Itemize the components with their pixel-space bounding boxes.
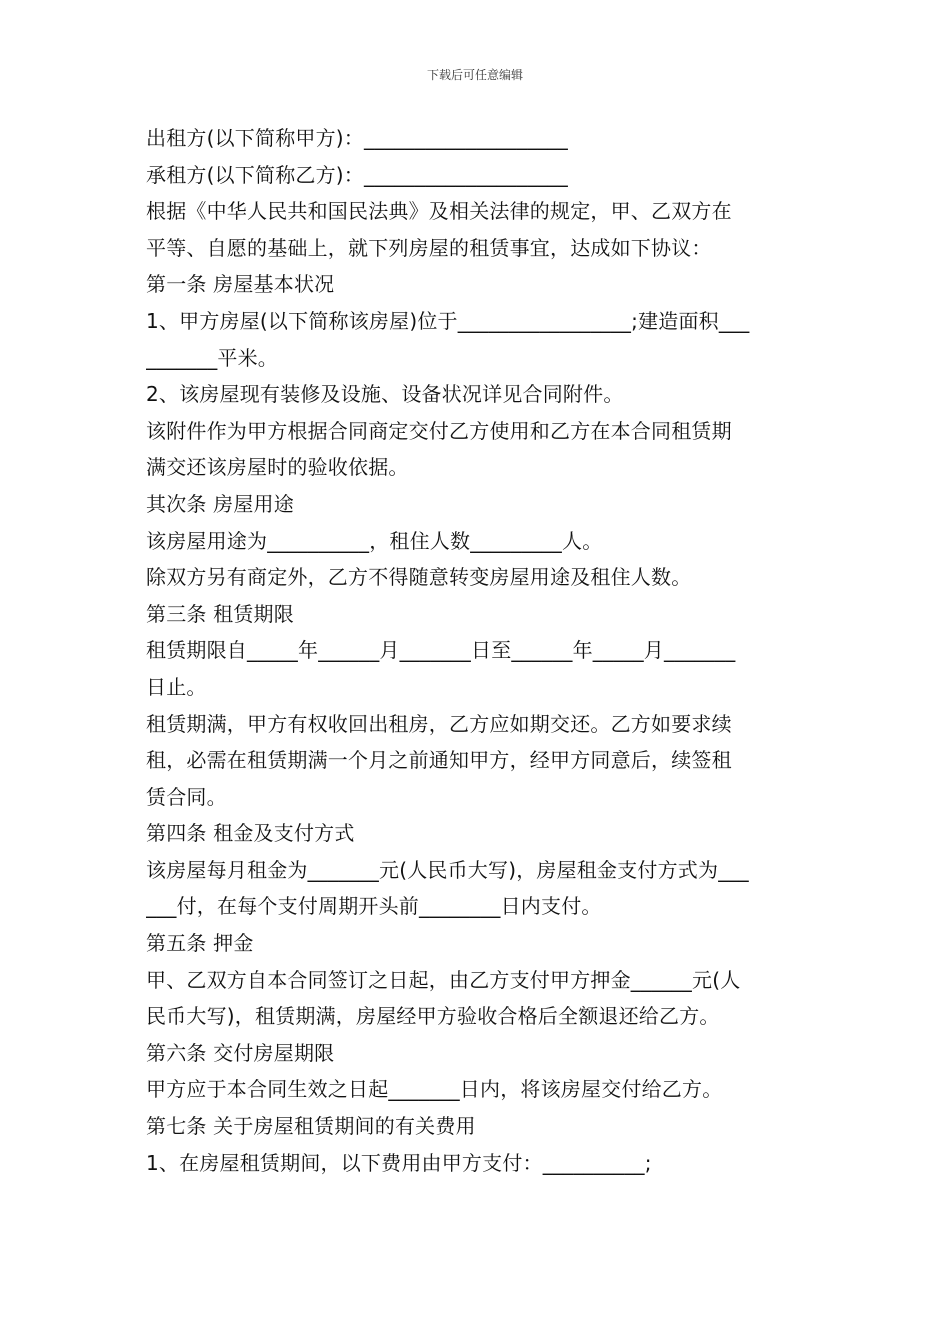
paragraph-line: 甲方应于本合同生效之日起_______日内，将该房屋交付给乙方。	[146, 1077, 723, 1102]
section-heading: 其次条 房屋用途	[146, 491, 294, 516]
paragraph-line: ___付，在每个支付周期开头前________日内支付。	[146, 894, 602, 919]
section-heading: 第五条 押金	[146, 931, 254, 956]
paragraph-line: 除双方另有商定外，乙方不得随意转变房屋用途及租住人数。	[146, 565, 692, 590]
paragraph-line: 租，必需在租赁期满一个月之前通知甲方，经甲方同意后，续签租	[146, 748, 732, 773]
document-body	[146, 120, 810, 1181]
paragraph-line: 赁合同。	[146, 784, 227, 809]
paragraph-line: 该房屋每月租金为_______元(人民币大写)，房屋租金支付方式为___	[146, 857, 749, 882]
paragraph-line: 租赁期满，甲方有权收回出租房，乙方应如期交还。乙方如要求续	[146, 711, 732, 736]
paragraph-line: 满交还该房屋时的验收依据。	[146, 455, 409, 480]
preamble-line: 平等、自愿的基础上，就下列房屋的租赁事宜，达成如下协议：	[146, 235, 712, 260]
preamble-line: 根据《中华人民共和国民法典》及相关法律的规定，甲、乙双方在	[146, 199, 732, 224]
section-heading: 第三条 租赁期限	[146, 601, 294, 626]
paragraph-line: 1、在房屋租赁期间，以下费用由甲方支付：__________;	[146, 1150, 652, 1175]
paragraph-line: 租赁期限自_____年______月_______日至______年_____月_______	[146, 638, 736, 663]
paragraph-line: 民币大写)，租赁期满，房屋经甲方验收合格后全额退还给乙方。	[146, 1004, 720, 1029]
paragraph-line: 该房屋用途为__________，租住人数_________人。	[146, 528, 603, 553]
paragraph-line: 1、甲方房屋(以下简称该房屋)位于_________________;建造面积___	[146, 308, 750, 333]
paragraph-line: 日止。	[146, 674, 207, 699]
paragraph-line: 该附件作为甲方根据合同商定交付乙方使用和乙方在本合同租赁期	[146, 418, 732, 443]
paragraph-line: _______平米。	[146, 345, 278, 370]
section-heading: 第七条 关于房屋租赁期间的有关费用	[146, 1114, 476, 1139]
page-header-note: 下载后可任意编辑	[426, 68, 523, 82]
lessee-line: 承租方(以下简称乙方)：____________________	[146, 162, 569, 187]
section-heading: 第一条 房屋基本状况	[146, 272, 335, 297]
section-heading: 第六条 交付房屋期限	[146, 1040, 335, 1065]
paragraph-line: 2、该房屋现有装修及设施、设备状况详见合同附件。	[146, 382, 624, 407]
paragraph-line: 甲、乙双方自本合同签订之日起，由乙方支付甲方押金______元(人	[146, 967, 741, 992]
section-heading: 第四条 租金及支付方式	[146, 821, 355, 846]
lessor-line: 出租方(以下简称甲方)：____________________	[146, 126, 569, 150]
